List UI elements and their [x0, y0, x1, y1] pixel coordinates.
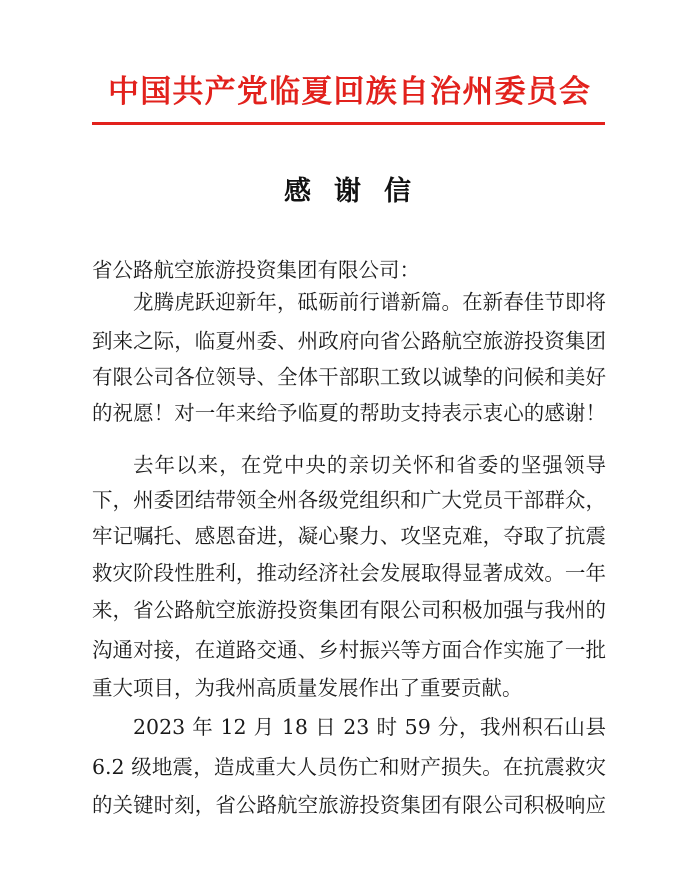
paragraph-2-line-5: 来，省公路航空旅游投资集团有限公司积极加强与我州的 [92, 598, 606, 622]
paragraph-2-line-2: 下，州委团结带领全州各级党组织和广大党员干部群众， [92, 488, 606, 512]
paragraph-2-line-4: 救灾阶段性胜利，推动经济社会发展取得显著成效。一年 [92, 561, 606, 585]
paragraph-2-line-3: 牢记嘱托、感恩奋进，凝心聚力、攻坚克难，夺取了抗震 [92, 524, 606, 548]
letter-title: 感 谢 信 [284, 176, 411, 207]
paragraph-2-line-1: 去年以来，在党中央的亲切关怀和省委的坚强领导 [133, 453, 606, 477]
paragraph-1-line-1: 龙腾虎跃迎新年，砥砺前行谱新篇。在新春佳节即将 [133, 290, 606, 314]
letterhead-red-rule [92, 122, 605, 125]
paragraph-3-line-1: 2023 年 12 月 18 日 23 时 59 分，我州积石山县 [133, 715, 606, 739]
issuer-letterhead-title: 中国共产党临夏回族自治州委员会 [108, 74, 590, 110]
paragraph-2-line-6: 沟通对接，在道路交通、乡村振兴等方面合作实施了一批 [92, 638, 606, 662]
paragraph-1-line-3: 有限公司各位领导、全体干部职工致以诚挚的问候和美好 [92, 365, 606, 389]
paragraph-1-line-4: 的祝愿！对一年来给予临夏的帮助支持表示衷心的感谢！ [92, 401, 606, 425]
paragraph-3-line-3: 的关键时刻，省公路航空旅游投资集团有限公司积极响应 [92, 793, 606, 817]
salutation: 省公路航空旅游投资集团有限公司： [92, 258, 420, 282]
paragraph-3-line-2: 6.2 级地震，造成重大人员伤亡和财产损失。在抗震救灾 [92, 755, 606, 779]
paragraph-2-line-7: 重大项目，为我州高质量发展作出了重要贡献。 [92, 676, 523, 700]
paragraph-1-line-2: 到来之际，临夏州委、州政府向省公路航空旅游投资集团 [92, 329, 606, 353]
